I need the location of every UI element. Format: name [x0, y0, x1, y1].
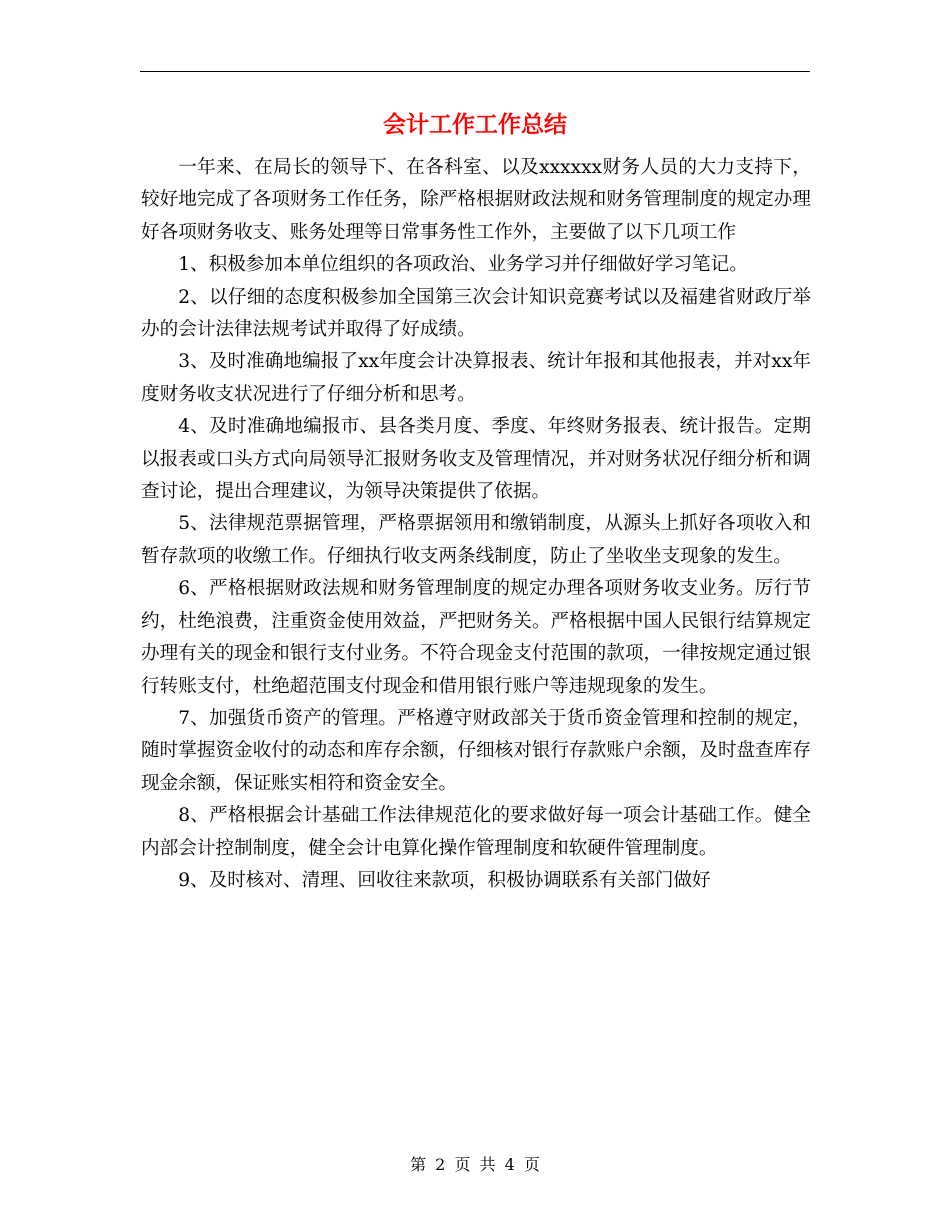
paragraph-item-3: 3、及时准确地编报了xx年度会计决算报表、统计年报和其他报表，并对xx年度财务收支状况进行了仔细分析和思考。 [141, 351, 811, 405]
document-title: 会计工作工作总结 [383, 112, 567, 138]
paragraph-intro: 一年来、在局长的领导下、在各科室、以及xxxxxx财务人员的大力支持下，较好地完成了各项财务工作任务，除严格根据财政法规和财务管理制度的规定办理好各项财务收支、账务处理等日常事务性工作外，主要做了以下几项工作 [141, 157, 811, 243]
paragraph-item-6: 6、严格根据财政法规和财务管理制度的规定办理各项财务收支业务。厉行节约，杜绝浪费，注重资金使用效益，严把财务关。严格根据中国人民银行结算规定办理有关的现金和银行支付业务。不符合现金支付范围的款项，一律按规定通过银行转账支付，杜绝超范围支付现金和借用银行账户等违规现象的发生。 [141, 578, 811, 697]
document-body [141, 152, 811, 897]
page-number: 第 2 页 共 4 页 [410, 1155, 540, 1174]
paragraph-item-4: 4、及时准确地编报市、县各类月度、季度、年终财务报表、统计报告。定期以报表或口头方式向局领导汇报财务收支及管理情况，并对财务状况仔细分析和调查讨论，提出合理建议，为领导决策提供了依据。 [141, 416, 811, 503]
header-rule [140, 71, 810, 72]
paragraph-item-9: 9、及时核对、清理、回收往来款项，积极协调联系有关部门做好 [178, 869, 711, 891]
paragraph-item-5: 5、法律规范票据管理，严格票据领用和缴销制度，从源头上抓好各项收入和暂存款项的收缴工作。仔细执行收支两条线制度，防止了坐收坐支现象的发生。 [141, 513, 811, 567]
paragraph-item-7: 7、加强货币资产的管理。严格遵守财政部关于货币资金管理和控制的规定，随时掌握资金收付的动态和库存余额，仔细核对银行存款账户余额，及时盘查库存现金余额，保证账实相符和资金安全。 [141, 707, 811, 794]
paragraph-item-2: 2、以仔细的态度积极参加全国第三次会计知识竞赛考试以及福建省财政厅举办的会计法律法规考试并取得了好成绩。 [141, 286, 811, 341]
paragraph-item-1: 1、积极参加本单位组织的各项政治、业务学习并仔细做好学习笔记。 [178, 254, 748, 276]
paragraph-item-8: 8、严格根据会计基础工作法律规范化的要求做好每一项会计基础工作。健全内部会计控制制度，健全会计电算化操作管理制度和软硬件管理制度。 [141, 805, 811, 859]
